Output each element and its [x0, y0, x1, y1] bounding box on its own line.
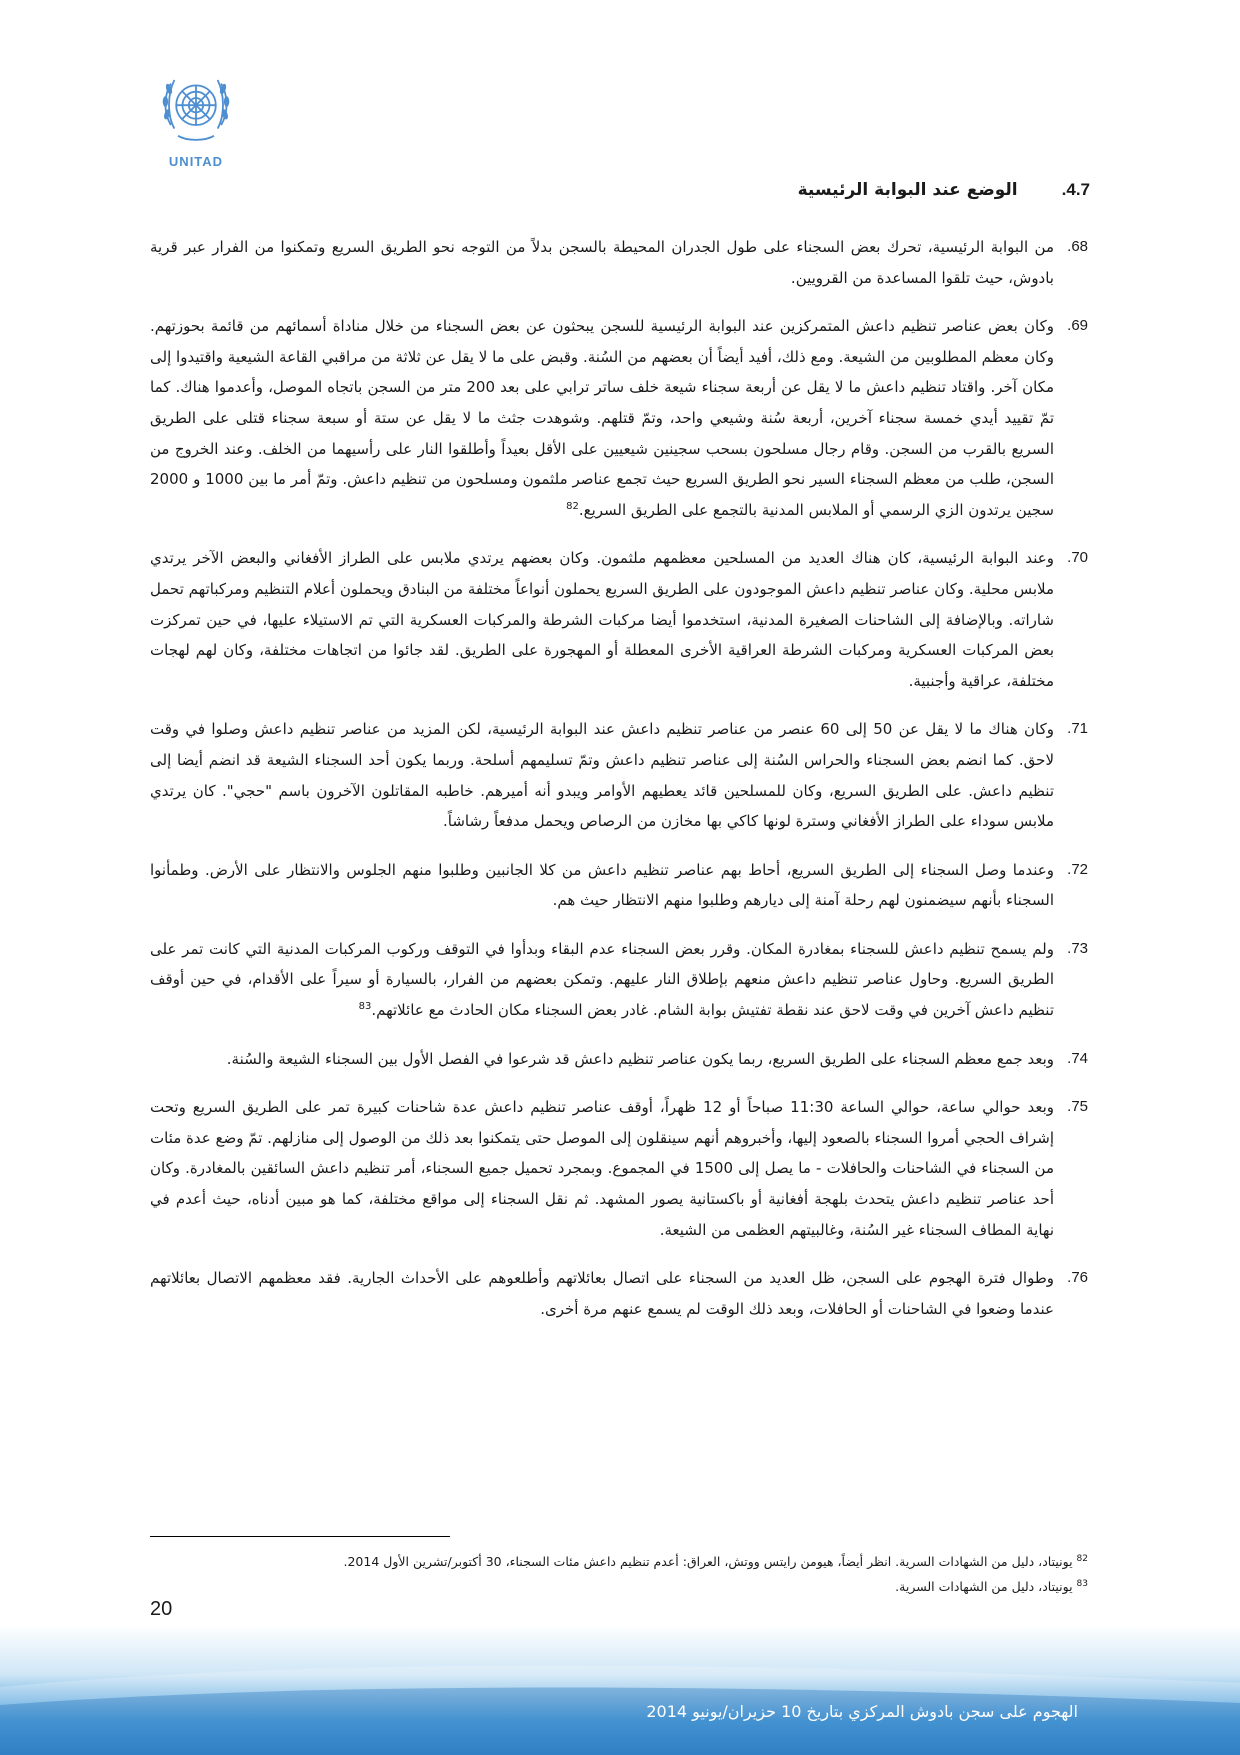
paragraph-text: من البوابة الرئيسية، تحرك بعض السجناء على طول الجدران المحيطة بالسجن بدلاً من التوجه نحو الطريق السريع وتمكنوا من الفرار عبر قرية بادوش، حيث تلقوا المساعدة من القرويين.	[150, 238, 1054, 287]
footnote-number: 82	[1076, 1554, 1088, 1564]
footer-title: الهجوم على سجن بادوش المركزي بتاريخ 10 حزيران/يونيو 2014	[646, 1702, 1078, 1721]
main-content	[150, 232, 1088, 1342]
page-number: 20	[150, 1598, 173, 1620]
paragraph-number: 71.	[1067, 720, 1088, 738]
paragraph-75	[150, 1092, 1088, 1245]
footnote-text: يونيتاد، دليل من الشهادات السرية. انظر أيضاً، هيومن رايتس ووتش، العراق: أعدم تنظيم داعش مئات السجناء، 30 أكتوبر/تشرين الأول 2014.	[343, 1554, 1073, 1570]
un-emblem-icon	[151, 62, 241, 152]
section-heading	[790, 180, 1090, 200]
footnotes	[150, 1548, 1088, 1598]
paragraph-76	[150, 1263, 1088, 1324]
paragraph-number: 73.	[1067, 939, 1088, 957]
paragraph-number: 70.	[1067, 549, 1088, 567]
paragraph-68	[150, 232, 1088, 293]
paragraph-72	[150, 855, 1088, 916]
paragraph-number: 69.	[1067, 317, 1088, 335]
footnote-separator	[150, 1536, 450, 1537]
paragraph-number: 76.	[1067, 1269, 1088, 1287]
paragraph-text: وكان بعض عناصر تنظيم داعش المتمركزين عند البوابة الرئيسية للسجن يبحثون عن بعض السجناء من خلال مناداة أسمائهم من قائمة بحوزتهم. وكان معظم المطلوبين من الشيعة. ومع ذلك، أفيد أيضاً أن بعضهم من السُنة. وقبض على ما لا يقل عن ثلاثة من مراقبي القاعة الشيعية واقتيدوا إلى مكان آخر. واقتاد تنظيم داعش ما لا يقل عن أربعة سجناء شيعة خلف ساتر ترابي على بعد 200 متر من السجن باتجاه الموصل، وأعدموا هناك. كما تمّ تقييد أيدي خمسة سجناء آخرين، أربعة سُنة وشيعي واحد، وتمّ قتلهم. وشوهدت جثث ما لا يقل عن ستة أو سبعة سجناء قتلى على الطريق السريع بالقرب من السجن. وقام رجال مسلحون بسحب سجينين شيعيين على الأقل بعيداً وأطلقوا النار على رأسيهما من الخلف. وعند الخروج من السجن، طلب من معظم السجناء السير نحو الطريق السريع حيث تجمع عناصر ملثمون ومسلحون من تنظيم داعش. وتمّ أمر ما بين 1000 و 2000 سجين يرتدون الزي الرسمي أو الملابس المدنية بالتجمع على الطريق السريع.	[150, 317, 1055, 519]
paragraph-74	[150, 1044, 1088, 1075]
footer-band	[0, 1625, 1240, 1755]
footnote-ref-83[interactable]: 83	[358, 1001, 372, 1013]
paragraph-71	[150, 714, 1088, 836]
section-number: 4.7.	[1061, 180, 1090, 199]
paragraph-text: وبعد حوالي ساعة، حوالي الساعة 11:30 صباحاً أو 12 ظهراً، أوقف عناصر تنظيم داعش عدة شاحنات كبيرة تمر على الطريق السريع وتحت إشراف الحجي أمروا السجناء بالصعود إليها، وأخبروهم أنهم سينقلون إلى الموصل حتى يتمكنوا بعد ذلك من الوصول إلى منازلهم. تمّ وضع عدة مئات من السجناء في الشاحنات والحافلات - ما يصل إلى 1500 في المجموع. وبمجرد تحميل جميع السجناء، أمر تنظيم داعش السائقين بالمغادرة. وكان أحد عناصر تنظيم داعش يتحدث بلهجة أفغانية أو باكستانية يصور المشهد. ثم نقل السجناء إلى مواقع مختلفة، كما هو مبين أدناه، حيث أعدم في نهاية المطاف السجناء غير السُنة، وغالبيتهم العظمى من الشيعة.	[150, 1098, 1055, 1239]
paragraph-number: 72.	[1067, 860, 1088, 878]
paragraph-text: ولم يسمح تنظيم داعش للسجناء بمغادرة المكان. وقرر بعض السجناء عدم البقاء وبدأوا في التوقف وركوب المركبات المدنية التي كانت تمر على الطريق السريع. وحاول عناصر تنظيم داعش منعهم بإطلاق النار عليهم. وتمكن بعضهم من الفرار، بالسيارة أو سيراً على الأقدام، في حين أوقف تنظيم داعش آخرين في وقت لاحق عند نقطة تفتيش بوابة الشام. غادر بعض السجناء مكان الحادث مع عائلاتهم.	[150, 939, 1054, 1020]
paragraph-number: 68.	[1067, 238, 1088, 255]
paragraph-number: 75.	[1067, 1098, 1088, 1116]
unitad-logo	[148, 62, 244, 169]
paragraph-text: وكان هناك ما لا يقل عن 50 إلى 60 عنصر من عناصر تنظيم داعش عند البوابة الرئيسية، لكن المزيد من عناصر تنظيم داعش وصلوا في وقت لاحق. كما انضم بعض السجناء والحراس السُنة إلى عناصر تنظيم داعش وتمّ تسليمهم أسلحة. وربما يكون أحد السجناء الشيعة قد انضم أيضا إلى تنظيم داعش. على الطريق السريع، وكان للمسلحين قائد يعطيهم الأوامر ويبدو أنه أميرهم. خاطبه المقاتلون الآخرون باسم "حجي". كان يرتدي ملابس سوداء على الطراز الأفغاني وسترة لونها كاكي بها مخازن من الرصاص ويحمل مدفعاً رشاشاً.	[150, 720, 1055, 831]
paragraph-number: 74.	[1067, 1049, 1088, 1067]
paragraph-69	[150, 311, 1088, 525]
paragraph-text: وبعد جمع معظم السجناء على الطريق السريع، ربما يكون عناصر تنظيم داعش قد شرعوا في الفصل الأول بين السجناء الشيعة والسُنة.	[226, 1049, 1054, 1068]
paragraph-text: وطوال فترة الهجوم على السجن، ظل العديد من السجناء على اتصال بعائلاتهم وأطلعوهم على الأحداث الجارية. فقد معظمهم الاتصال بعائلاتهم عندما وضعوا في الشاحنات أو الحافلات، وبعد ذلك الوقت لم يسمع عنهم مرة أخرى.	[150, 1269, 1054, 1318]
unitad-wordmark: UNITAD	[168, 154, 224, 169]
paragraph-70	[150, 543, 1088, 696]
paragraph-73	[150, 934, 1088, 1026]
footnote-ref-82[interactable]: 82	[566, 500, 579, 512]
paragraph-text: وعند البوابة الرئيسية، كان هناك العديد من المسلحين معظمهم ملثمون. وكان بعضهم يرتدي ملابس على الطراز الأفغاني والبعض الآخر يرتدي ملابس محلية. وكان عناصر تنظيم داعش الموجودون على الطريق السريع يحملون أنواعاً مختلفة من البنادق ويحملون أعلام التنظيم ومركباتهم تحمل شاراته. وبالإضافة إلى الشاحنات الصغيرة المدنية، استخدموا أيضا مركبات الشرطة والمركبات العسكرية التي تم الاستيلاء عليها، في حين تمركزت بعض المركبات العسكرية ومركبات الشرطة العراقية الأخرى المعطلة أو المهجورة على الطريق. لقد جائوا من اتجاهات مختلفة، وكان لهم لهجات مختلفة، عراقية وأجنبية.	[150, 549, 1054, 690]
paragraph-text: وعندما وصل السجناء إلى الطريق السريع، أحاط بهم عناصر تنظيم داعش من كلا الجانبين وطلبوا منهم الجلوس والانتظار على الأرض. وطمأنوا السجناء بأنهم سيضمنون لهم رحلة آمنة إلى ديارهم وطلبوا منهم الانتظار حيث هم.	[150, 860, 1054, 910]
footnote-83	[150, 1573, 1088, 1598]
footnote-text: يونيتاد، دليل من الشهادات السرية.	[895, 1579, 1073, 1595]
section-title: الوضع عند البوابة الرئيسية	[797, 180, 1018, 200]
footer-wave-decoration	[0, 1625, 1240, 1755]
footnote-82	[150, 1548, 1088, 1573]
footnote-number: 83	[1076, 1579, 1088, 1590]
